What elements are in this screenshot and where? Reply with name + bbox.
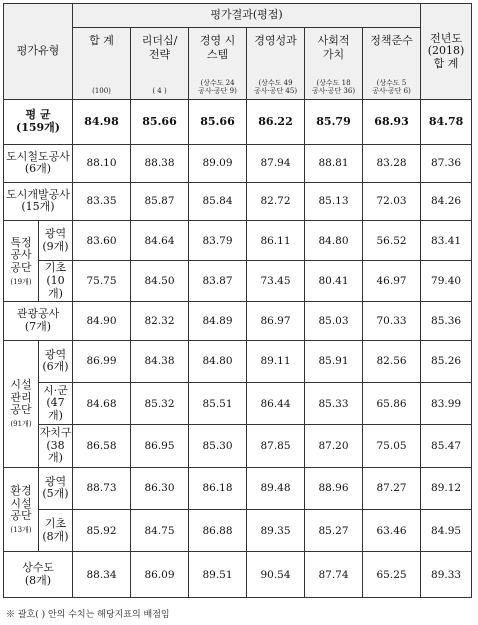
header-row-1 [4, 4, 472, 28]
col-weight: (상수도 5 [376, 79, 407, 88]
table-cell: 84.50 [131, 261, 189, 302]
col-weight: ( 4 ) [152, 87, 167, 96]
table-cell: 89.09 [189, 144, 247, 182]
table-cell: 86.58 [73, 425, 131, 467]
table-cell: 84.80 [189, 340, 247, 382]
table-cell: 86.22 [247, 100, 305, 144]
table-cell: 83.87 [189, 261, 247, 302]
subrow-count: (5개) [42, 487, 69, 501]
subrow-label [39, 261, 73, 302]
table-cell: 75.05 [363, 425, 421, 467]
table-cell: 70.33 [363, 302, 421, 340]
table-cell: 86.44 [247, 382, 305, 424]
col-weight-2: 공사·공단 6) [372, 87, 411, 96]
col-header-policy [363, 28, 421, 100]
col-header-total [73, 28, 131, 100]
footnote: ※ 괄호( ) 안의 수치는 해당지표의 배점임 [6, 610, 170, 620]
col-weight: (상수도 24 [200, 79, 235, 88]
table-cell: 73.45 [247, 261, 305, 302]
table-cell: 86.88 [189, 509, 247, 551]
table-cell: 87.20 [305, 425, 363, 467]
table-cell: 89.11 [247, 340, 305, 382]
table-cell: 84.26 [421, 182, 472, 220]
col-header-social [305, 28, 363, 100]
table-cell: 87.36 [421, 144, 472, 182]
group-label [4, 221, 39, 302]
table-cell: 85.91 [305, 340, 363, 382]
average-count: (159개) [16, 121, 60, 135]
row-label [4, 552, 73, 598]
table-cell: 84.75 [131, 509, 189, 551]
table-cell: 46.97 [363, 261, 421, 302]
subrow-count: (10개) [46, 274, 65, 300]
table-cell: 85.30 [189, 425, 247, 467]
group-label [4, 340, 39, 467]
group-count: (91개) [10, 420, 32, 429]
subrow-title: 기초 [44, 261, 67, 275]
table-cell: 85.79 [305, 100, 363, 144]
table-cell: 83.41 [421, 221, 472, 261]
col-weight-2: 공사·공단 9) [198, 87, 237, 96]
table-cell: 88.38 [131, 144, 189, 182]
subrow-title: 광역 [44, 474, 67, 488]
col-weight: (상수도 18 [316, 79, 351, 88]
subrow-label [39, 509, 73, 551]
table-cell: 83.35 [73, 182, 131, 220]
col-weight: (상수도 49 [258, 79, 293, 88]
row-title: 상수도 [22, 561, 54, 574]
table-row [4, 552, 472, 598]
table-cell: 85.36 [421, 302, 472, 340]
table-cell: 82.56 [363, 340, 421, 382]
table-cell: 86.95 [131, 425, 189, 467]
table-cell: 84.98 [73, 100, 131, 144]
table-cell: 84.80 [305, 221, 363, 261]
table-cell: 88.96 [305, 467, 363, 509]
col-weight-2: 공사·공단 45) [253, 87, 298, 96]
row-label [4, 302, 73, 340]
subrow-count: (47개) [46, 396, 65, 422]
col-title: 리더십/ 전략 [141, 34, 178, 61]
row-label [4, 144, 73, 182]
table-cell: 86.30 [131, 467, 189, 509]
row-title: 도시철도공사 [6, 149, 70, 163]
table-cell: 65.86 [363, 382, 421, 424]
table-row [4, 340, 472, 382]
subrow-title: 시·군 [43, 383, 68, 397]
table-cell: 85.13 [305, 182, 363, 220]
table-row [4, 382, 472, 424]
col-weight-2: 공사·공단 36) [311, 87, 356, 96]
table-cell: 89.12 [421, 467, 472, 509]
table-cell: 83.99 [421, 382, 472, 424]
table-cell: 85.51 [189, 382, 247, 424]
col-header-performance [247, 28, 305, 100]
table-cell: 72.03 [363, 182, 421, 220]
table-cell: 84.89 [189, 302, 247, 340]
subrow-count: (6개) [42, 360, 69, 374]
table-cell: 85.32 [131, 382, 189, 424]
table-cell: 89.48 [247, 467, 305, 509]
table-cell: 89.33 [421, 552, 472, 598]
table-cell: 85.33 [305, 382, 363, 424]
table-cell: 89.35 [247, 509, 305, 551]
evaluation-table [3, 3, 472, 598]
prev-year-label: 전년도 [430, 31, 462, 45]
table-cell: 63.46 [363, 509, 421, 551]
table-cell: 85.66 [189, 100, 247, 144]
table-cell: 88.73 [73, 467, 131, 509]
table-cell: 84.95 [421, 509, 472, 551]
subrow-count: (9개) [42, 239, 69, 253]
table-cell: 85.92 [73, 509, 131, 551]
average-label [4, 100, 73, 144]
subrow-label [39, 382, 73, 424]
row-label [4, 182, 73, 220]
average-row [4, 100, 472, 144]
row-title: 관광공사 [16, 307, 60, 321]
table-cell: 84.78 [421, 100, 472, 144]
row-count: (15개) [21, 200, 55, 214]
col-title: 합 계 [89, 34, 114, 48]
table-cell: 85.26 [421, 340, 472, 382]
subrow-count: (8개) [42, 529, 69, 543]
table-row [4, 467, 472, 509]
table-cell: 85.03 [305, 302, 363, 340]
average-title: 평 균 [25, 108, 51, 122]
header-row-2 [4, 28, 472, 100]
table-cell: 85.66 [131, 100, 189, 144]
table-row [4, 182, 472, 220]
prev-year-total: 합 계 [433, 56, 459, 70]
table-cell: 86.11 [247, 221, 305, 261]
col-title: 경영 시스템 [199, 34, 236, 61]
table-cell: 85.84 [189, 182, 247, 220]
table-row [4, 144, 472, 182]
table-cell: 65.25 [363, 552, 421, 598]
group-title: 환경 시설 공단 [10, 483, 32, 523]
table-cell: 80.41 [305, 261, 363, 302]
subrow-title: 광역 [44, 347, 67, 361]
table-cell: 68.93 [363, 100, 421, 144]
table-cell: 84.38 [131, 340, 189, 382]
table-row [4, 425, 472, 467]
table-cell: 88.34 [73, 552, 131, 598]
subrow-label [39, 425, 73, 467]
table-cell: 86.18 [189, 467, 247, 509]
prev-year-header [421, 4, 472, 100]
table-cell: 82.32 [131, 302, 189, 340]
table-cell: 84.68 [73, 382, 131, 424]
table-cell: 87.94 [247, 144, 305, 182]
table-cell: 84.90 [73, 302, 131, 340]
group-count: (13개) [10, 525, 32, 534]
table-cell: 86.09 [131, 552, 189, 598]
row-count: (8개) [24, 573, 52, 587]
table-cell: 90.54 [247, 552, 305, 598]
subrow-label [39, 221, 73, 261]
table-cell: 89.51 [189, 552, 247, 598]
row-count: (6개) [24, 162, 52, 176]
table-cell: 86.97 [247, 302, 305, 340]
subrow-title: 기초 [44, 516, 67, 530]
table-cell: 87.74 [305, 552, 363, 598]
col-weight: (100) [92, 87, 111, 96]
table-row [4, 221, 472, 261]
table-cell: 84.64 [131, 221, 189, 261]
table-row [4, 261, 472, 302]
table-cell: 88.81 [305, 144, 363, 182]
subrow-count: (38개) [46, 438, 65, 465]
table-cell: 56.52 [363, 221, 421, 261]
row-title: 도시개발공사 [6, 187, 70, 201]
group-count: (19개) [10, 277, 32, 286]
table-cell: 83.79 [189, 221, 247, 261]
col-title: 경영성과 [254, 34, 297, 48]
table-cell: 82.72 [247, 182, 305, 220]
table-cell: 87.27 [363, 467, 421, 509]
table-cell: 75.75 [73, 261, 131, 302]
subrow-label [39, 467, 73, 509]
col-title: 사회적 가치 [317, 34, 350, 61]
group-label [4, 467, 39, 552]
table-cell: 85.87 [131, 182, 189, 220]
table-cell: 85.27 [305, 509, 363, 551]
subrow-title: 자치구 [39, 425, 72, 439]
table-row [4, 509, 472, 551]
table-cell: 87.85 [247, 425, 305, 467]
table-cell: 85.47 [421, 425, 472, 467]
prev-year-value: (2018) [427, 44, 465, 58]
col-header-system [189, 28, 247, 100]
result-header: 평가결과(평점) [73, 4, 421, 28]
subrow-label [39, 340, 73, 382]
table-cell: 83.28 [363, 144, 421, 182]
table-cell: 86.99 [73, 340, 131, 382]
subrow-title: 광역 [44, 227, 67, 240]
table-cell: 88.10 [73, 144, 131, 182]
col-title: 정책준수 [370, 34, 413, 48]
group-title: 시설 관리 공단 [10, 378, 32, 417]
row-count: (7개) [24, 320, 52, 334]
group-title: 특정 공사 공단 [10, 235, 32, 275]
table-row [4, 302, 472, 340]
table-cell: 83.60 [73, 221, 131, 261]
col-header-leadership [131, 28, 189, 100]
table-cell: 79.40 [421, 261, 472, 302]
type-header: 평가유형 [4, 4, 73, 100]
